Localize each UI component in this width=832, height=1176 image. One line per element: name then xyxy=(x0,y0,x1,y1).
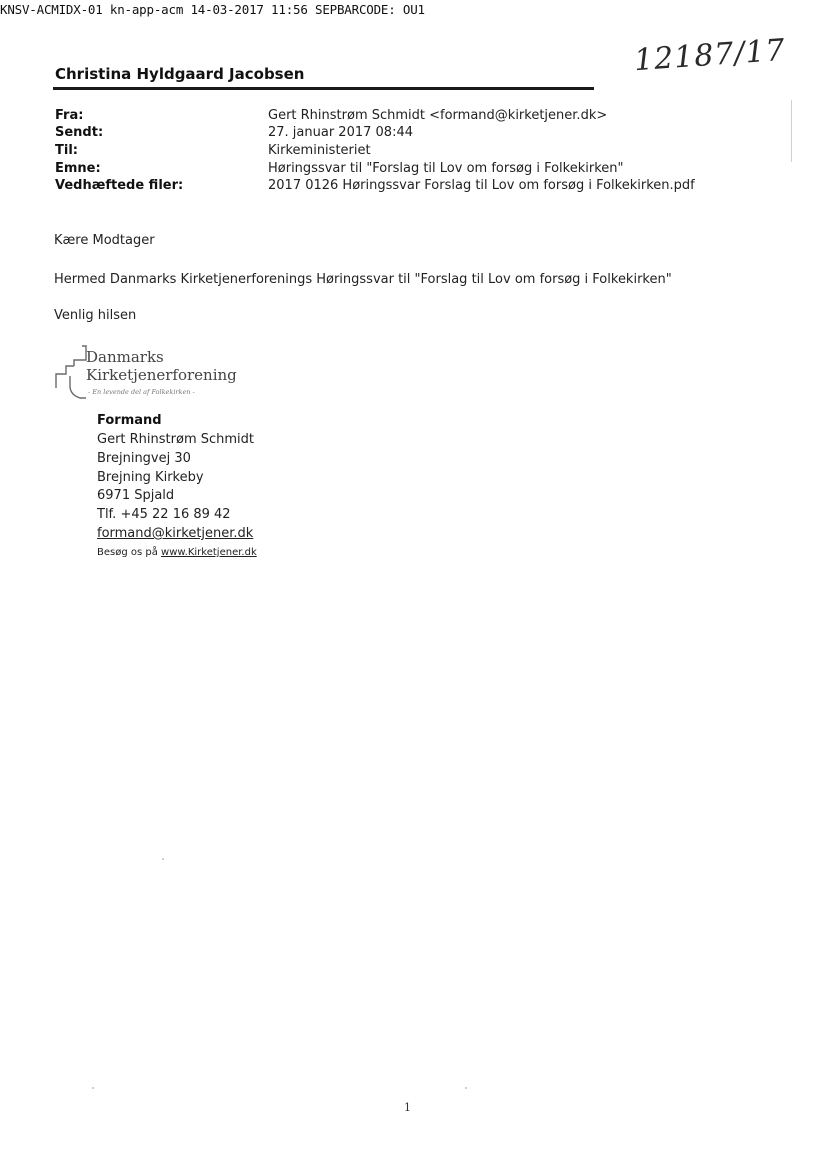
signature-street: Brejningvej 30 xyxy=(97,451,191,466)
scan-speck xyxy=(465,1087,467,1089)
header-attachments-value[interactable]: 2017 0126 Høringssvar Forslag til Lov om forsøg i Folkekirken.pdf xyxy=(268,178,695,193)
body-greeting: Kære Modtager xyxy=(54,233,155,248)
header-attachments-label: Vedhæftede filer: xyxy=(55,178,184,193)
signature-email-link[interactable]: formand@kirketjener.dk xyxy=(97,526,254,541)
handwritten-note: 12187/17 xyxy=(632,32,787,79)
scan-edge-line xyxy=(791,100,792,162)
logo-text-line2: Kirketjenerforening xyxy=(86,366,237,384)
website-link[interactable]: www.Kirketjener.dk xyxy=(161,547,257,558)
visit-prefix: Besøg os på xyxy=(97,547,158,558)
logo-tagline: - En levende del af Folkekirken - xyxy=(88,388,195,396)
mailbox-owner: Christina Hyldgaard Jacobsen xyxy=(55,65,305,83)
signature-town: Brejning Kirkeby xyxy=(97,470,204,485)
scan-header: KNSV-ACMIDX-01 kn-app-acm 14-03-2017 11:56 SEPBARCODE: OU1 xyxy=(0,2,425,17)
header-sent-value: 27. januar 2017 08:44 xyxy=(268,125,413,140)
signature-phone: Tlf. +45 22 16 89 42 xyxy=(97,507,231,522)
page-number: 1 xyxy=(404,1101,411,1114)
header-sent-label: Sendt: xyxy=(55,125,104,140)
header-to-value: Kirkeministeriet xyxy=(268,143,371,158)
body-closing: Venlig hilsen xyxy=(54,308,137,323)
header-from-label: Fra: xyxy=(55,108,84,123)
signature-title: Formand xyxy=(97,413,162,428)
scan-speck xyxy=(92,1087,94,1089)
logo-text-line1: Danmarks xyxy=(86,348,164,366)
header-from-value: Gert Rhinstrøm Schmidt <formand@kirketjener.dk> xyxy=(268,108,608,123)
signature-visit-line xyxy=(97,547,257,558)
header-rule xyxy=(53,87,594,90)
header-to-label: Til: xyxy=(55,143,78,158)
header-subject-value: Høringssvar til "Forslag til Lov om forsøg i Folkekirken" xyxy=(268,161,624,176)
scan-speck xyxy=(162,858,164,860)
signature-name: Gert Rhinstrøm Schmidt xyxy=(97,432,254,447)
header-subject-label: Emne: xyxy=(55,161,101,176)
body-paragraph: Hermed Danmarks Kirketjenerforenings Høringssvar til "Forslag til Lov om forsøg i Folkekirken" xyxy=(54,272,672,287)
signature-postal: 6971 Spjald xyxy=(97,488,175,503)
